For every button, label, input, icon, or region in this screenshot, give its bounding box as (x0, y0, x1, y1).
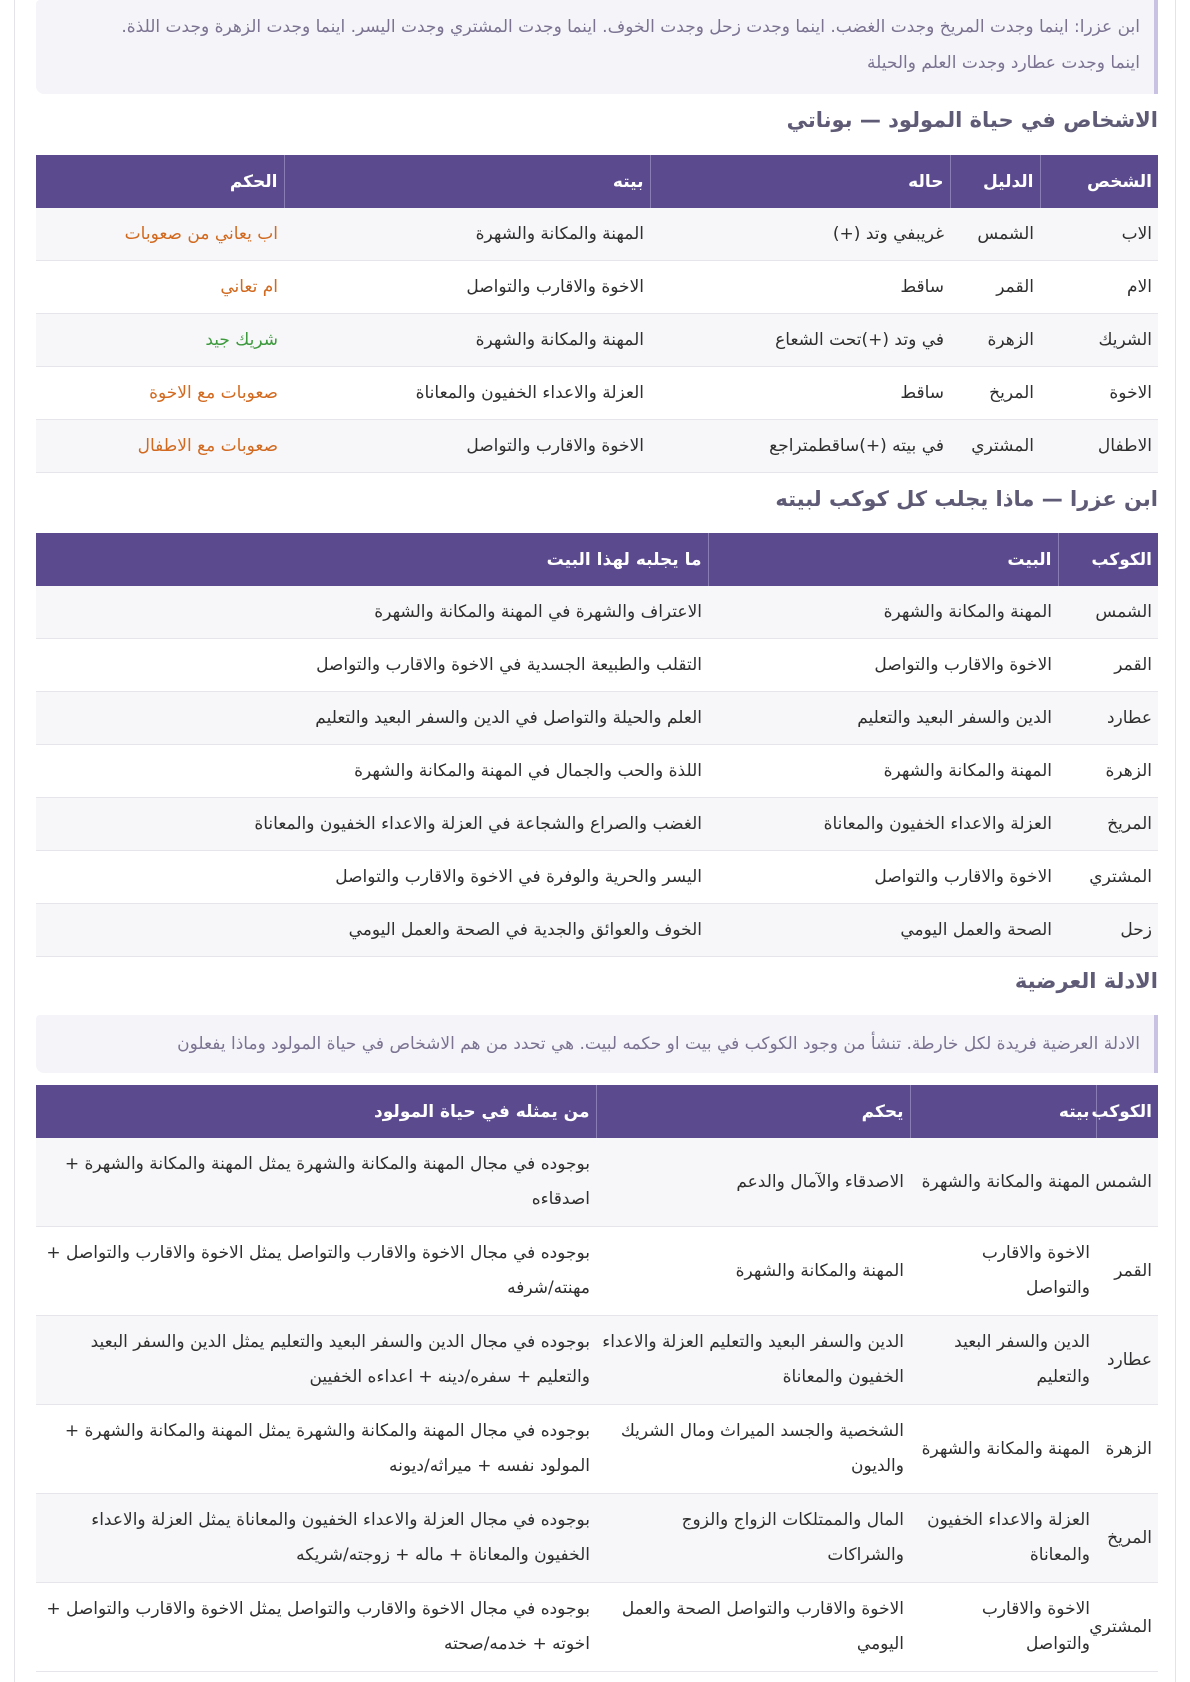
cell-person: الاخوة (1040, 367, 1158, 420)
people-table-header (36, 155, 1158, 208)
cell-planet: المشتري (1096, 1583, 1158, 1672)
cell-rules: الدين والسفر البعيد والتعليم العزلة والاعداء الخفيون والمعاناة (596, 1316, 910, 1405)
cell-ruler: المريخ (950, 367, 1040, 420)
cell-brings: الغضب والصراع والشجاعة في العزلة والاعداء الخفيون والمعاناة (36, 798, 708, 851)
cell-house: الاخوة والاقارب والتواصل (910, 1227, 1096, 1316)
accidental-rulers-table (36, 1085, 1158, 1672)
header-planet: الكوكب (1096, 1085, 1158, 1138)
table-row (36, 904, 1158, 957)
cell-house: المهنة والمكانة والشهرة (910, 1138, 1096, 1227)
cell-house: المهنة والمكانة والشهرة (284, 314, 650, 367)
ibn-ezra-quote-note (36, 0, 1158, 94)
cell-house: الاخوة والاقارب والتواصل (708, 851, 1058, 904)
header-planet: الكوكب (1058, 533, 1158, 586)
cell-planet: المريخ (1058, 798, 1158, 851)
cell-verdict: اب يعاني من صعوبات (36, 208, 284, 261)
cell-brings: اليسر والحرية والوفرة في الاخوة والاقارب والتواصل (36, 851, 708, 904)
brings-section-heading: ابن عزرا — ماذا يجلب كل كوكب لبيته (775, 487, 1158, 511)
cell-planet: عطارد (1096, 1316, 1158, 1405)
cell-verdict: شريك جيد (36, 314, 284, 367)
table-row (36, 692, 1158, 745)
cell-house: المهنة والمكانة والشهرة (708, 745, 1058, 798)
cell-represents: بوجوده في مجال المهنة والمكانة والشهرة يمثل المهنة والمكانة والشهرة + المولود نفسه + ميراثه/ديونه (36, 1405, 596, 1494)
table-row (36, 1583, 1158, 1672)
brings-table-header (36, 533, 1158, 586)
cell-planet: عطارد (1058, 692, 1158, 745)
cell-house: العزلة والاعداء الخفيون والمعاناة (708, 798, 1058, 851)
table-row (36, 1405, 1158, 1494)
cell-person: الاطفال (1040, 420, 1158, 473)
header-state: حاله (650, 155, 950, 208)
cell-ruler: القمر (950, 261, 1040, 314)
header-rules: يحكم (596, 1085, 910, 1138)
cell-planet: القمر (1096, 1227, 1158, 1316)
cell-planet: المريخ (1096, 1494, 1158, 1583)
cell-house: المهنة والمكانة والشهرة (708, 586, 1058, 639)
accidental-table-header (36, 1085, 1158, 1138)
cell-brings: التقلب والطبيعة الجسدية في الاخوة والاقارب والتواصل (36, 639, 708, 692)
cell-house: الاخوة والاقارب والتواصل (284, 261, 650, 314)
cell-represents: بوجوده في مجال الدين والسفر البعيد والتعليم يمثل الدين والسفر البعيد والتعليم + سفره/دينه + اعداءه الخفيين (36, 1316, 596, 1405)
cell-represents: بوجوده في مجال العزلة والاعداء الخفيون والمعاناة يمثل العزلة والاعداء الخفيون والمعاناة + ماله + زوجته/شريكه (36, 1494, 596, 1583)
cell-house: المهنة والمكانة والشهرة (284, 208, 650, 261)
header-person: الشخص (1040, 155, 1158, 208)
cell-state: غريبفي وتد (+) (650, 208, 950, 261)
cell-house: العزلة والاعداء الخفيون والمعاناة (910, 1494, 1096, 1583)
table-row (36, 1227, 1158, 1316)
cell-represents: بوجوده في مجال الاخوة والاقارب والتواصل يمثل الاخوة والاقارب والتواصل + اخوته + خدمه/صحته (36, 1583, 596, 1672)
header-house: بيته (910, 1085, 1096, 1138)
cell-brings: اللذة والحب والجمال في المهنة والمكانة والشهرة (36, 745, 708, 798)
quote-line-2: اينما وجدت عطارد وجدت العلم والحيلة (867, 53, 1140, 73)
table-row (36, 420, 1158, 473)
table-row (36, 798, 1158, 851)
cell-brings: العلم والحيلة والتواصل في الدين والسفر البعيد والتعليم (36, 692, 708, 745)
table-row (36, 745, 1158, 798)
cell-represents: بوجوده في مجال الاخوة والاقارب والتواصل يمثل الاخوة والاقارب والتواصل + مهنته/شرفه (36, 1227, 596, 1316)
table-row (36, 639, 1158, 692)
cell-state: ساقط (650, 261, 950, 314)
people-table (36, 155, 1158, 473)
table-row (36, 1494, 1158, 1583)
cell-planet: الزهرة (1058, 745, 1158, 798)
table-row (36, 367, 1158, 420)
cell-brings: الاعتراف والشهرة في المهنة والمكانة والشهرة (36, 586, 708, 639)
cell-person: الام (1040, 261, 1158, 314)
cell-rules: المال والممتلكات الزواج والزوج والشراكات (596, 1494, 910, 1583)
table-row (36, 261, 1158, 314)
header-house: البيت (708, 533, 1058, 586)
cell-verdict: ام تعاني (36, 261, 284, 314)
cell-house: الدين والسفر البعيد والتعليم (910, 1316, 1096, 1405)
table-row (36, 1138, 1158, 1227)
cell-ruler: الشمس (950, 208, 1040, 261)
cell-person: الاب (1040, 208, 1158, 261)
header-brings: ما يجلبه لهذا البيت (36, 533, 708, 586)
cell-state: في بيته (+)ساقطمتراجع (650, 420, 950, 473)
cell-rules: المهنة والمكانة والشهرة (596, 1227, 910, 1316)
cell-house: الاخوة والاقارب والتواصل (910, 1583, 1096, 1672)
cell-planet: الشمس (1096, 1138, 1158, 1227)
planet-brings-table (36, 533, 1158, 957)
cell-person: الشريك (1040, 314, 1158, 367)
cell-planet: المشتري (1058, 851, 1158, 904)
table-row (36, 851, 1158, 904)
table-row (36, 586, 1158, 639)
cell-verdict: صعوبات مع الاطفال (36, 420, 284, 473)
header-house: بيته (284, 155, 650, 208)
cell-ruler: المشتري (950, 420, 1040, 473)
cell-planet: زحل (1058, 904, 1158, 957)
cell-planet: الزهرة (1096, 1405, 1158, 1494)
page-right-border (1175, 0, 1176, 1682)
header-verdict: الحكم (36, 155, 284, 208)
cell-state: في وتد (+)تحت الشعاع (650, 314, 950, 367)
page-left-border (14, 0, 15, 1682)
cell-brings: الخوف والعوائق والجدية في الصحة والعمل اليومي (36, 904, 708, 957)
cell-planet: القمر (1058, 639, 1158, 692)
table-row (36, 1316, 1158, 1405)
cell-state: ساقط (650, 367, 950, 420)
cell-house: الاخوة والاقارب والتواصل (708, 639, 1058, 692)
accidental-note: الادلة العرضية فريدة لكل خارطة. تنشأ من وجود الكوكب في بيت او حكمه لبيت. هي تحدد من هم الاشخاص في حياة المولود وماذا يفعلون (36, 1015, 1158, 1073)
cell-ruler: الزهرة (950, 314, 1040, 367)
people-section-heading: الاشخاص في حياة المولود — بوناتي (786, 108, 1158, 132)
cell-rules: الشخصية والجسد الميراث ومال الشريك والديون (596, 1405, 910, 1494)
table-row (36, 314, 1158, 367)
cell-planet: الشمس (1058, 586, 1158, 639)
cell-rules: الاخوة والاقارب والتواصل الصحة والعمل اليومي (596, 1583, 910, 1672)
quote-line-1: ابن عزرا: اينما وجدت المريخ وجدت الغضب. اينما وجدت زحل وجدت الخوف. اينما وجدت المشتري وجدت اليسر. اينما وجدت الزهرة وجدت اللذة. (121, 17, 1140, 37)
header-ruler: الدليل (950, 155, 1040, 208)
cell-house: المهنة والمكانة والشهرة (910, 1405, 1096, 1494)
cell-house: الصحة والعمل اليومي (708, 904, 1058, 957)
header-represents: من يمثله في حياة المولود (36, 1085, 596, 1138)
cell-house: الاخوة والاقارب والتواصل (284, 420, 650, 473)
cell-verdict: صعوبات مع الاخوة (36, 367, 284, 420)
cell-house: الدين والسفر البعيد والتعليم (708, 692, 1058, 745)
table-row (36, 208, 1158, 261)
cell-rules: الاصدقاء والآمال والدعم (596, 1138, 910, 1227)
accidental-section-heading: الادلة العرضية (1014, 969, 1158, 993)
cell-house: العزلة والاعداء الخفيون والمعاناة (284, 367, 650, 420)
cell-represents: بوجوده في مجال المهنة والمكانة والشهرة يمثل المهنة والمكانة والشهرة + اصدقاءه (36, 1138, 596, 1227)
